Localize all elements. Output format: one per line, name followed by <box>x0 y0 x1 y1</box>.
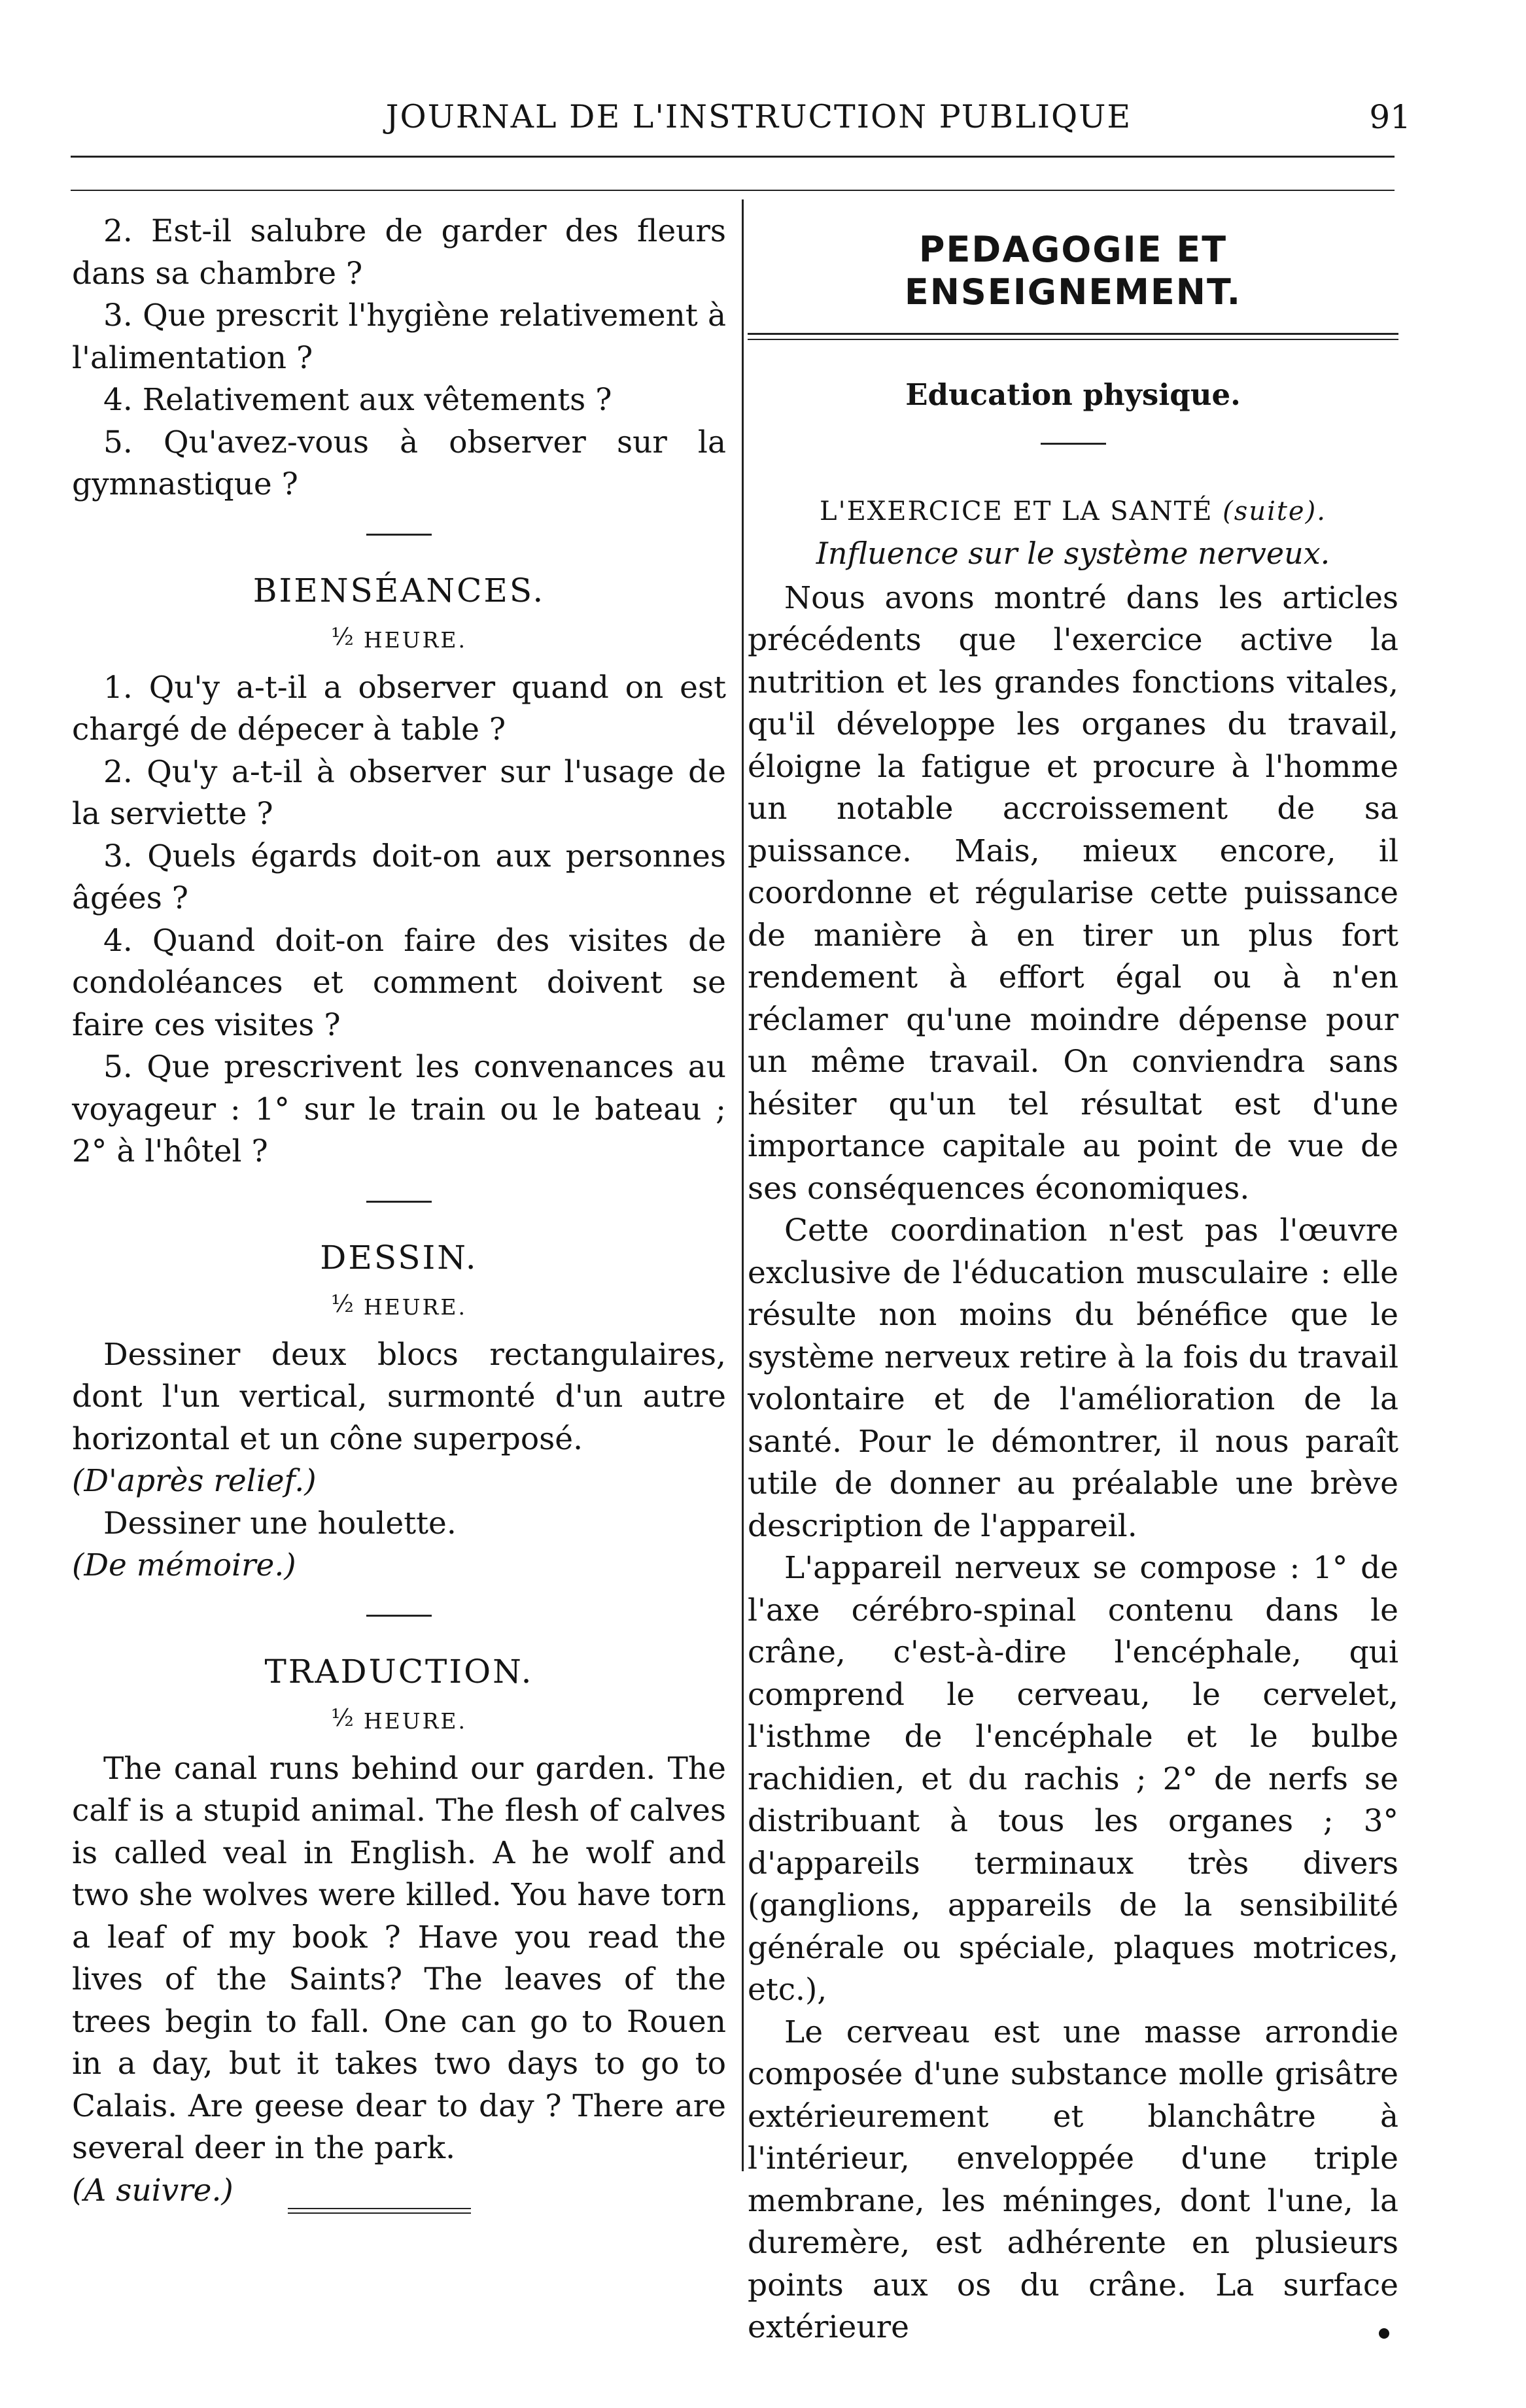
duration-label: HEURE. <box>363 1708 467 1734</box>
section-duration <box>72 617 726 662</box>
exercise-text: Dessiner deux blocs rectangulaires, dont l'un vertical, surmonté d'un autre horizontal et un cône superposé. <box>72 1336 726 1457</box>
right-column <box>748 211 1398 2349</box>
heading-double-rule <box>748 333 1398 340</box>
sub-heading: Education physique. <box>905 377 1241 412</box>
question-item: 2. Qu'y a-t-il à observer sur l'usage de la serviette ? <box>72 753 726 832</box>
question-item: 5. Que prescrivent les convenances au voyageur : 1° sur le train ou le bateau ; 2° à l'hôtel ? <box>72 1049 726 1169</box>
page-number: 91 <box>1369 98 1411 136</box>
topic-title: L'EXERCICE ET LA SANTÉ <box>820 496 1213 526</box>
section-title-traduction: TRADUCTION. <box>264 1652 534 1691</box>
fraction: ½ <box>330 1705 356 1732</box>
section-separator <box>366 1615 432 1617</box>
question-item: 1. Qu'y a-t-il a observer quand on est chargé de dépecer à table ? <box>72 669 726 748</box>
duration-label: HEURE. <box>363 1294 467 1320</box>
to-be-continued: (A suivre.) <box>72 2172 234 2209</box>
topic-suite: (suite). <box>1223 496 1327 526</box>
section-duration <box>72 1698 726 1743</box>
fraction: ½ <box>330 624 356 651</box>
header-rule-top <box>71 156 1395 158</box>
topic-line <box>748 490 1398 533</box>
left-column <box>72 211 726 2212</box>
article-paragraph: Le cerveau est une masse arrondie composée d'une substance molle grisâtre extérieurement et blanchâtre à l'intérieur, enveloppée d'une triple membrane, les méninges, dont l'une, la duremère, est adhérente en plusieurs points aux os du crâne. La surface extérieure <box>748 2014 1398 2345</box>
exercise-note: (De mémoire.) <box>72 1547 296 1583</box>
topic-subtitle: Influence sur le système nerveux. <box>816 536 1330 571</box>
translation-text: The canal runs behind our garden. The calf is a stupid animal. The flesh of calves is called veal in English. A he wolf and two she wolves were killed. You have torn a leaf of my book ? Have you read the lives of the Saints? The leaves of the trees begin to fall. One can go to Rouen in a day, but it takes two days to go to Calais. Are geese dear to day ? There are several deer in the park. <box>72 1750 726 2166</box>
running-head: JOURNAL DE L'INSTRUCTION PUBLIQUE <box>385 98 1132 135</box>
question-item: 4. Quand doit-on faire des visites de condoléances et comment doivent se faire ces visites ? <box>72 922 726 1043</box>
header-rule-bottom <box>71 190 1395 191</box>
question-item: 4. Relativement aux vêtements ? <box>103 382 612 418</box>
question-item: 3. Quels égards doit-on aux personnes âgées ? <box>72 838 726 916</box>
exercise-text: Dessiner une houlette. <box>103 1505 457 1541</box>
duration-label: HEURE. <box>363 627 467 653</box>
fraction: ½ <box>330 1291 356 1318</box>
section-title-dessin: DESSIN. <box>320 1238 478 1277</box>
article-paragraph: Nous avons montré dans les articles précédents que l'exercice active la nutrition et les grandes fonctions vitales, qu'il développe les organes du travail, éloigne la fatigue et procure à l'homme un notable accroissement de sa puissance. Mais, mieux encore, il coordonne et régularise cette puissance de manière à en tirer un plus fort rendement à effort égal ou à n'en réclamer qu'une moindre dépense pour un même travail. On conviendra sans hésiter qu'un tel résultat est d'une importance capitale au point de vue de ses conséquences économiques. <box>748 579 1398 1207</box>
section-separator <box>366 534 432 536</box>
question-item: 5. Qu'avez-vous à observer sur la gymnastique ? <box>72 424 726 502</box>
exercise-note: (D'après relief.) <box>72 1463 317 1499</box>
end-double-rule <box>288 2208 471 2214</box>
article-paragraph: L'appareil nerveux se compose : 1° de l'axe cérébro-spinal contenu dans le crâne, c'est-à-dire l'encéphale, qui comprend le cerveau, le cervelet, l'isthme de l'encéphale et le bulbe rachidien, et du rachis ; 2° de nerfs se distribuant à tous les organes ; 3° d'appareils terminaux très divers (ganglions, appareils de la sensibilité générale ou spéciale, plaques motrices, etc.), <box>748 1550 1398 2008</box>
question-item: 3. Que prescrit l'hygiène relativement à l'alimentation ? <box>72 298 726 376</box>
section-title-bienseances: BIENSÉANCES. <box>252 571 546 610</box>
question-item: 2. Est-il salubre de garder des fleurs dans sa chambre ? <box>72 213 726 292</box>
section-separator <box>366 1201 432 1203</box>
bullet-mark <box>1379 2328 1389 2339</box>
article-paragraph: Cette coordination n'est pas l'œuvre exclusive de l'éducation musculaire : elle résulte non moins du bénéfice que le système nerveux retire à la fois du travail volontaire et de l'amélioration de la santé. Pour le démontrer, il nous paraît utile de donner au préalable une brève description de l'appareil. <box>748 1213 1398 1544</box>
section-separator <box>1041 443 1106 445</box>
main-heading: PEDAGOGIE ET ENSEIGNEMENT. <box>904 229 1242 313</box>
section-duration <box>72 1284 726 1329</box>
column-divider <box>742 199 744 2171</box>
